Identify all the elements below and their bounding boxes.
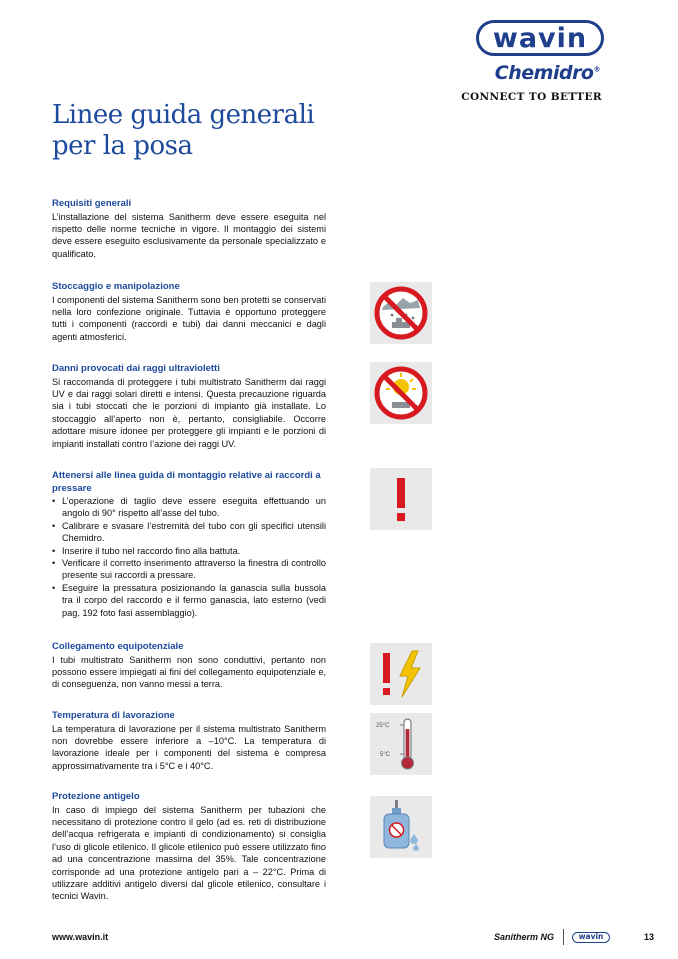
list-item: • Verificare il corretto inserimento attraverso la finestra di controllo presente sui raccordi a pressare. [52,557,326,582]
chemidro-logo [495,62,600,84]
footer-divider [563,929,564,945]
section-press-fitting-guidelines [52,470,326,619]
section-equipotential-bonding [52,641,326,691]
section-heading: Attenersi alle linea guida di montaggio relative ai raccordi a pressare [52,470,321,494]
section-heading: Collegamento equipotenziale [52,641,184,652]
no-sunlight-icon [370,362,432,424]
footer-wavin-logo-text: wavin [578,932,604,942]
section-body: L’installazione del sistema Sanitherm deve essere eseguita nel rispetto delle norme tecniche in vigore. Il montaggio dei sistemi deve essere eseguito esclusivamente da personale specializzato e qualificato. [52,211,326,259]
brand-logo [461,20,606,104]
registered-mark: ® [593,65,600,74]
footer-product-name: Sanitherm NG [494,932,555,942]
thermometer-low-label: 5°C [380,752,391,758]
page-title-line-1: Linee guida generali [52,100,315,130]
footer-right [494,928,654,946]
chemidro-logo-text: Chemidro [494,62,594,84]
section-working-temperature [52,710,326,772]
bullet-list [52,495,326,619]
section-body: In caso di impiego del sistema Sanitherm per tubazioni che necessitano di protezione contro il gelo (ad es. reti di distribuzione dell’acqua refrigerata e impianti di condizionamento) si consiglia l’uso di glicole etilenico. Il glicole etilenico può essere utilizzato fino ad una concentrazione massima del 35%. Tale concentrazione corrisponde ad una protezione antigelo pari a – 22°C. Prima di utilizzare additivi antigelo diversi dal glicole etilenico, consultare i tecnici Wavin. [52,804,326,902]
section-body: La temperatura di lavorazione per il sistema multistrato Sanitherm non dovrebbe essere inferiore a –10°C. La temperatura di lavorazione ideale per i componenti del sistema è compresa approssimativamente tra i 5°C e i 40°C. [52,723,326,771]
section-uv-damage [52,363,326,450]
section-heading: Danni provocati dai raggi ultravioletti [52,363,220,374]
electric-warning-icon [370,643,432,705]
brand-tagline: CONNECT TO BETTER [461,91,602,103]
footer-website-link[interactable]: www.wavin.it [52,932,109,942]
section-heading: Requisiti generali [52,198,132,209]
section-body: Si raccomanda di proteggere i tubi multistrato Sanitherm dai raggi UV e dai raggi solari diretti e intensi. Questa precauzione riguarda sia i tubi stoccati che le porzioni di impianto già installate. Lo stoccaggio all’aperto non è, pertanto, consigliabile. Occorre adottare misure idonee per proteggere gli impianti e le porzioni di impianti installati contro l’azione dei raggi UV. [52,376,326,449]
section-general-requirements [52,198,326,260]
section-heading: Stoccaggio e manipolazione [52,281,180,292]
list-item: • Calibrare e svasare l’estremità del tubo con gli specifici utensili Chemidro. [52,520,326,545]
no-weather-storage-icon [370,282,432,344]
wavin-logo [476,20,604,56]
section-antifreeze-protection [52,791,326,903]
section-heading: Temperatura di lavorazione [52,710,175,721]
page-title [52,100,314,162]
wavin-logo-text: wavin [492,22,588,54]
footer-wavin-logo [572,932,610,943]
list-item: • L’operazione di taglio deve essere eseguita effettuando un angolo di 90° rispetto all’asse del tubo. [52,495,326,520]
antifreeze-bottle-icon [370,796,432,858]
list-item: • Inserire il tubo nel raccordo fino alla battuta. [52,545,326,557]
thermometer-icon [370,713,432,775]
list-item: • Eseguire la pressatura posizionando la ganascia sulla bussola tra il corpo del raccordo e il fermo ganascia, lato esterno (vedi pag. 192 foto fasi assemblaggio). [52,582,326,619]
exclamation-warning-icon [370,468,432,530]
thermometer-high-label: 25°C [376,723,390,729]
section-storage-handling [52,281,326,343]
page-number: 13 [643,932,654,942]
section-heading: Protezione antigelo [52,791,140,802]
page-title-line-2: per la posa [52,131,193,161]
section-body: I componenti del sistema Sanitherm sono ben protetti se conservati nella loro confezione originale. Tuttavia è opportuno proteggere tutti i componenti (raccordi e tubi) dai danni meccanici e dagli agenti atmosferici. [52,294,326,342]
section-body: I tubi multistrato Sanitherm non sono conduttivi, pertanto non possono essere impiegati ai fini del collegamento equipotenziale e, di conseguenza, non vanno messi a terra. [52,654,326,690]
